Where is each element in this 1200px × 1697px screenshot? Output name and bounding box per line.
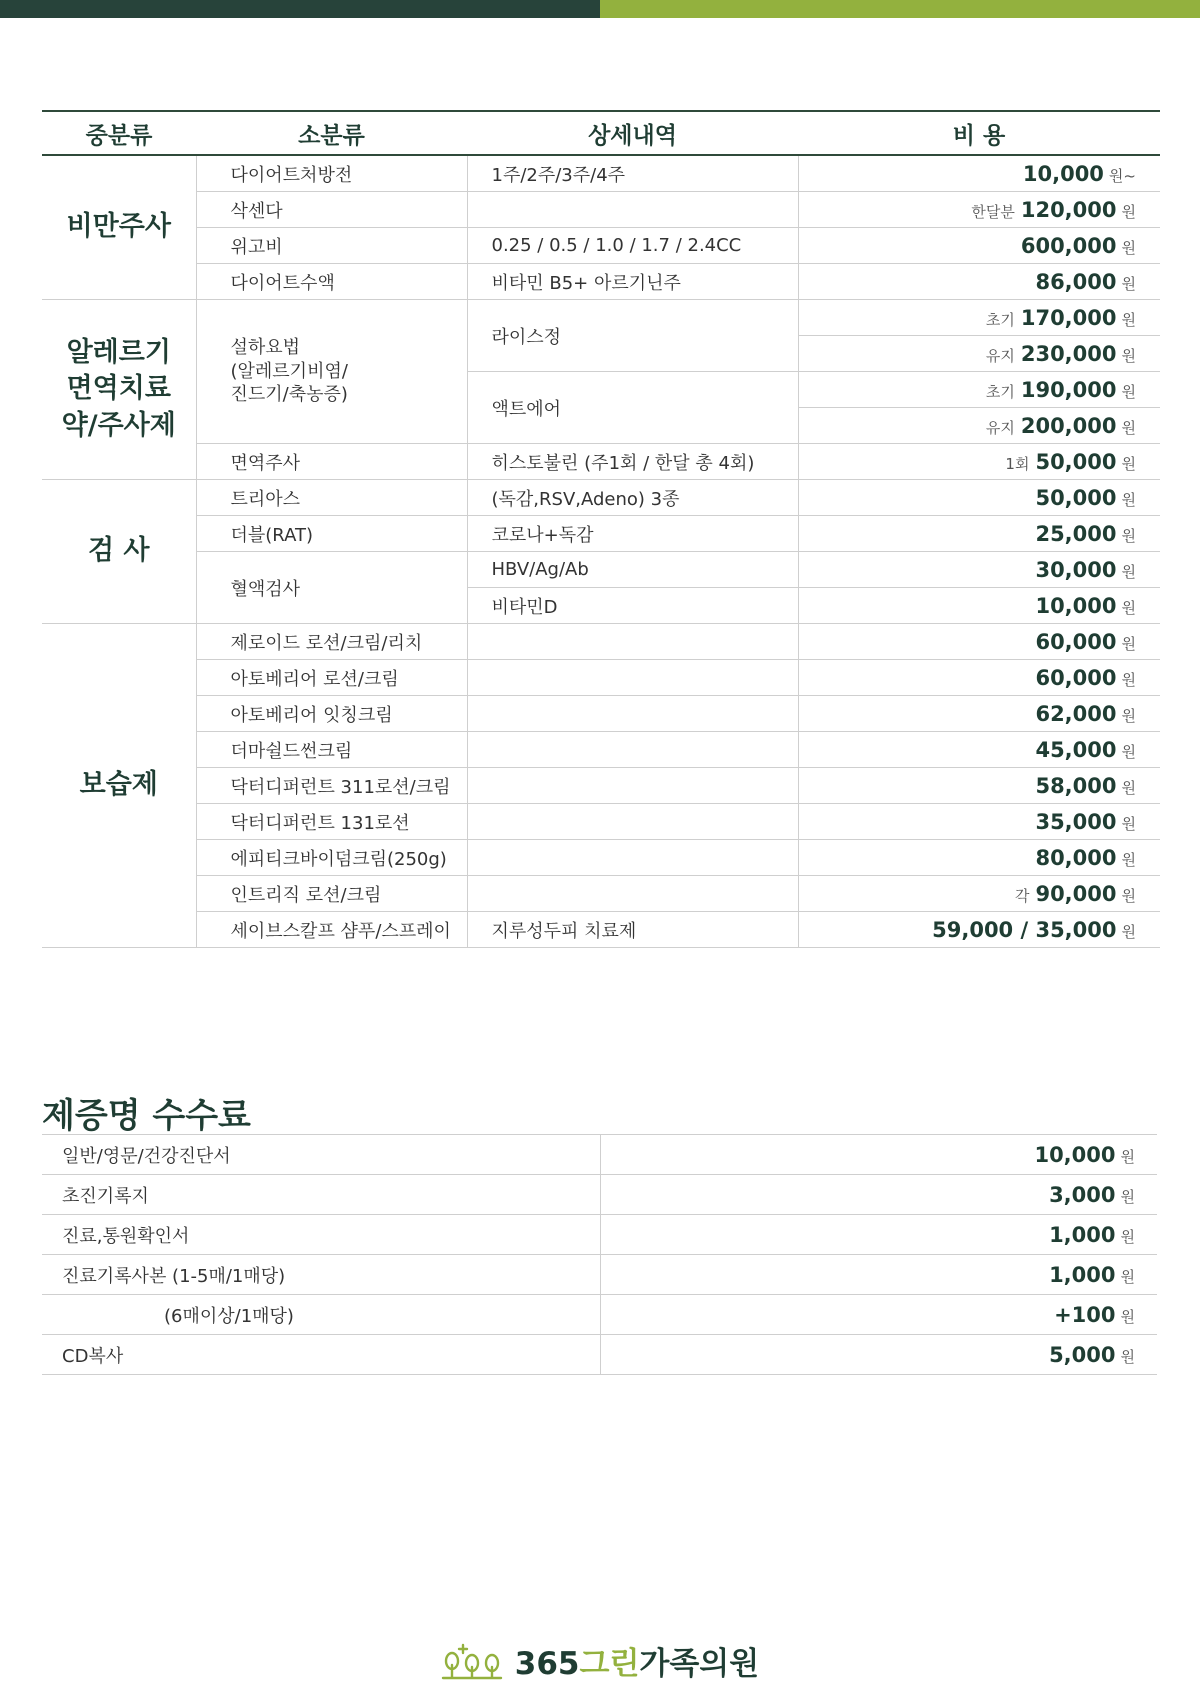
price-amount: 90,000 — [1035, 881, 1117, 906]
price-amount: 50,000 — [1035, 449, 1117, 474]
price-prefix: 1회 — [1005, 454, 1030, 473]
row-sub: 더블(RAT) — [196, 516, 467, 552]
row-price — [798, 588, 1160, 624]
header-cost: 비 용 — [798, 111, 1160, 155]
row-sub: 아토베리어 잇칭크림 — [196, 696, 467, 732]
price-unit: 원 — [1120, 1147, 1135, 1166]
category-allergy: 알레르기 면역치료 약/주사제 — [42, 300, 196, 480]
price-unit: 원 — [1120, 1267, 1135, 1286]
table-row — [42, 155, 1160, 192]
price-unit: 원 — [1120, 1347, 1135, 1366]
row-price — [798, 516, 1160, 552]
price-amount: 58,000 — [1035, 773, 1117, 798]
price-amount: 60,000 — [1035, 665, 1117, 690]
row-price — [798, 372, 1160, 408]
category-moisturizer: 보습제 — [42, 624, 196, 948]
row-price — [798, 336, 1160, 372]
row-price — [798, 444, 1160, 480]
header-detail: 상세내역 — [467, 111, 798, 155]
cert-price — [600, 1255, 1157, 1295]
certificate-fee-title: 제증명 수수료 — [42, 1096, 251, 1136]
row-sub: 면역주사 — [196, 444, 467, 480]
row-price — [798, 480, 1160, 516]
price-unit: 원 — [1121, 526, 1136, 545]
table-row — [42, 732, 1160, 768]
table-row — [42, 804, 1160, 840]
table-row — [42, 1215, 1157, 1255]
price-unit: 원 — [1121, 814, 1136, 833]
row-price — [798, 192, 1160, 228]
cert-price — [600, 1135, 1157, 1175]
price-unit: 원 — [1121, 346, 1136, 365]
table-row — [42, 840, 1160, 876]
row-sub: 다이어트수액 — [196, 264, 467, 300]
row-price — [798, 624, 1160, 660]
clinic-logo — [441, 1638, 759, 1683]
row-price — [798, 552, 1160, 588]
cert-label: 초진기록지 — [42, 1175, 600, 1215]
fee-header-row — [42, 111, 1160, 155]
cert-price — [600, 1175, 1157, 1215]
cert-label: (6매이상/1매당) — [42, 1295, 600, 1335]
price-amount: 10,000 — [1035, 593, 1117, 618]
tree-logo-icon — [441, 1641, 503, 1681]
row-detail — [467, 804, 798, 840]
price-unit: 원 — [1121, 670, 1136, 689]
price-amount: 25,000 — [1035, 521, 1117, 546]
row-detail: HBV/Ag/Ab — [467, 552, 798, 588]
price-amount: 50,000 — [1035, 485, 1117, 510]
price-unit: 원 — [1121, 922, 1136, 941]
price-unit: 원 — [1121, 202, 1136, 221]
price-unit: 원 — [1121, 886, 1136, 905]
price-amount: 35,000 — [1035, 809, 1117, 834]
row-detail: 액트에어 — [467, 372, 798, 444]
row-detail: 0.25 / 0.5 / 1.0 / 1.7 / 2.4CC — [467, 228, 798, 264]
price-suffix: ~ — [1123, 166, 1136, 185]
table-row — [42, 912, 1160, 948]
table-row — [42, 300, 1160, 336]
price-amount: 10,000 — [1022, 161, 1104, 186]
row-price — [798, 300, 1160, 336]
clinic-name-number: 365 — [514, 1646, 580, 1682]
price-amount: 1,000 — [1049, 1222, 1116, 1247]
row-price — [798, 408, 1160, 444]
price-amount: +100 — [1054, 1302, 1116, 1327]
cert-label: CD복사 — [42, 1335, 600, 1375]
price-amount: 30,000 — [1035, 557, 1117, 582]
price-amount: 80,000 — [1035, 845, 1117, 870]
top-bar-light — [600, 0, 1200, 18]
cert-label: 일반/영문/건강진단서 — [42, 1135, 600, 1175]
category-test: 검 사 — [42, 480, 196, 624]
price-amount: 120,000 — [1020, 197, 1117, 222]
clinic-name-green: 그린 — [579, 1646, 640, 1682]
price-amount: 170,000 — [1020, 305, 1117, 330]
category-obesity: 비만주사 — [42, 155, 196, 300]
row-detail: 비타민D — [467, 588, 798, 624]
price-amount: 45,000 — [1035, 737, 1117, 762]
price-unit: 원 — [1121, 382, 1136, 401]
price-amount: 62,000 — [1035, 701, 1117, 726]
price-prefix: 초기 — [985, 382, 1015, 401]
price-unit: 원 — [1121, 706, 1136, 725]
row-detail — [467, 732, 798, 768]
row-sub: 세이브스칼프 샴푸/스프레이 — [196, 912, 467, 948]
price-unit: 원 — [1121, 310, 1136, 329]
price-prefix: 한달분 — [971, 202, 1015, 221]
price-prefix: 유지 — [985, 346, 1015, 365]
row-price — [798, 876, 1160, 912]
row-sub: 위고비 — [196, 228, 467, 264]
price-unit: 원 — [1121, 562, 1136, 581]
row-sub: 다이어트처방전 — [196, 155, 467, 192]
row-detail: 히스토불린 (주1회 / 한달 총 4회) — [467, 444, 798, 480]
row-detail — [467, 840, 798, 876]
row-sub: 설하요법 (알레르기비염/ 진드기/축농증) — [196, 300, 467, 444]
table-row — [42, 624, 1160, 660]
price-unit: 원 — [1121, 778, 1136, 797]
table-row — [42, 444, 1160, 480]
price-amount: 1,000 — [1049, 1262, 1116, 1287]
table-row — [42, 1335, 1157, 1375]
row-detail: 라이스정 — [467, 300, 798, 372]
clinic-name-rest: 가족의원 — [639, 1646, 760, 1682]
header-sub-category: 소분류 — [196, 111, 467, 155]
row-detail — [467, 192, 798, 228]
price-prefix: 각 — [1014, 886, 1030, 905]
certificate-fee-table — [42, 1134, 1157, 1375]
price-amount: 3,000 — [1049, 1182, 1116, 1207]
price-amount: 200,000 — [1020, 413, 1117, 438]
price-amount: 10,000 — [1034, 1142, 1116, 1167]
row-sub: 닥터디퍼런트 311로션/크림 — [196, 768, 467, 804]
row-sub: 닥터디퍼런트 131로션 — [196, 804, 467, 840]
price-unit: 원 — [1120, 1307, 1135, 1326]
row-price — [798, 840, 1160, 876]
cert-label: 진료,통원확인서 — [42, 1215, 600, 1255]
row-price — [798, 768, 1160, 804]
top-color-bar — [0, 0, 1200, 18]
table-row — [42, 1135, 1157, 1175]
cert-price — [600, 1215, 1157, 1255]
price-unit: 원 — [1121, 742, 1136, 761]
price-unit: 원 — [1121, 598, 1136, 617]
price-amount: 230,000 — [1020, 341, 1117, 366]
row-sub: 혈액검사 — [196, 552, 467, 624]
price-amount: 59,000 / 35,000 — [932, 917, 1117, 942]
cert-price — [600, 1335, 1157, 1375]
row-sub: 삭센다 — [196, 192, 467, 228]
table-row — [42, 1295, 1157, 1335]
price-unit: 원 — [1121, 454, 1136, 473]
table-row — [42, 1255, 1157, 1295]
row-sub: 인트리직 로션/크림 — [196, 876, 467, 912]
row-detail — [467, 624, 798, 660]
price-amount: 60,000 — [1035, 629, 1117, 654]
cert-price — [600, 1295, 1157, 1335]
row-price — [798, 228, 1160, 264]
row-price — [798, 264, 1160, 300]
price-amount: 600,000 — [1020, 233, 1117, 258]
price-unit: 원 — [1121, 238, 1136, 257]
price-unit: 원 — [1120, 1187, 1135, 1206]
price-amount: 86,000 — [1035, 269, 1117, 294]
table-row — [42, 876, 1160, 912]
row-sub: 제로이드 로션/크림/리치 — [196, 624, 467, 660]
header-mid-category: 중분류 — [42, 111, 196, 155]
table-row — [42, 1175, 1157, 1215]
row-detail: (독감,RSV,Adeno) 3종 — [467, 480, 798, 516]
table-row — [42, 516, 1160, 552]
table-row — [42, 660, 1160, 696]
row-price — [798, 804, 1160, 840]
row-sub: 트리아스 — [196, 480, 467, 516]
cert-label: 진료기록사본 (1-5매/1매당) — [42, 1255, 600, 1295]
table-row — [42, 228, 1160, 264]
price-unit: 원 — [1121, 634, 1136, 653]
table-row — [42, 768, 1160, 804]
table-row — [42, 552, 1160, 588]
table-row — [42, 696, 1160, 732]
table-row — [42, 192, 1160, 228]
footer — [0, 1638, 1200, 1688]
table-row — [42, 480, 1160, 516]
price-amount: 5,000 — [1049, 1342, 1116, 1367]
price-amount: 190,000 — [1020, 377, 1117, 402]
price-unit: 원 — [1121, 418, 1136, 437]
row-price — [798, 696, 1160, 732]
price-unit: 원 — [1108, 166, 1124, 185]
row-detail: 비타민 B5+ 아르기닌주 — [467, 264, 798, 300]
fee-table — [42, 110, 1160, 948]
row-price — [798, 660, 1160, 696]
row-detail: 1주/2주/3주/4주 — [467, 155, 798, 192]
table-row — [42, 264, 1160, 300]
clinic-name — [515, 1638, 759, 1683]
price-unit: 원 — [1121, 850, 1136, 869]
price-unit: 원 — [1120, 1227, 1135, 1246]
price-unit: 원 — [1121, 490, 1136, 509]
top-bar-dark — [0, 0, 600, 18]
row-sub: 에피티크바이덤크림(250g) — [196, 840, 467, 876]
row-detail — [467, 768, 798, 804]
row-detail: 코로나+독감 — [467, 516, 798, 552]
price-prefix: 유지 — [985, 418, 1015, 437]
row-price — [798, 912, 1160, 948]
row-detail — [467, 660, 798, 696]
row-sub: 아토베리어 로션/크림 — [196, 660, 467, 696]
row-price — [798, 155, 1160, 192]
row-price — [798, 732, 1160, 768]
row-sub: 더마쉴드썬크림 — [196, 732, 467, 768]
price-prefix: 초기 — [985, 310, 1015, 329]
price-unit: 원 — [1121, 274, 1136, 293]
row-detail: 지루성두피 치료제 — [467, 912, 798, 948]
row-detail — [467, 696, 798, 732]
row-detail — [467, 876, 798, 912]
